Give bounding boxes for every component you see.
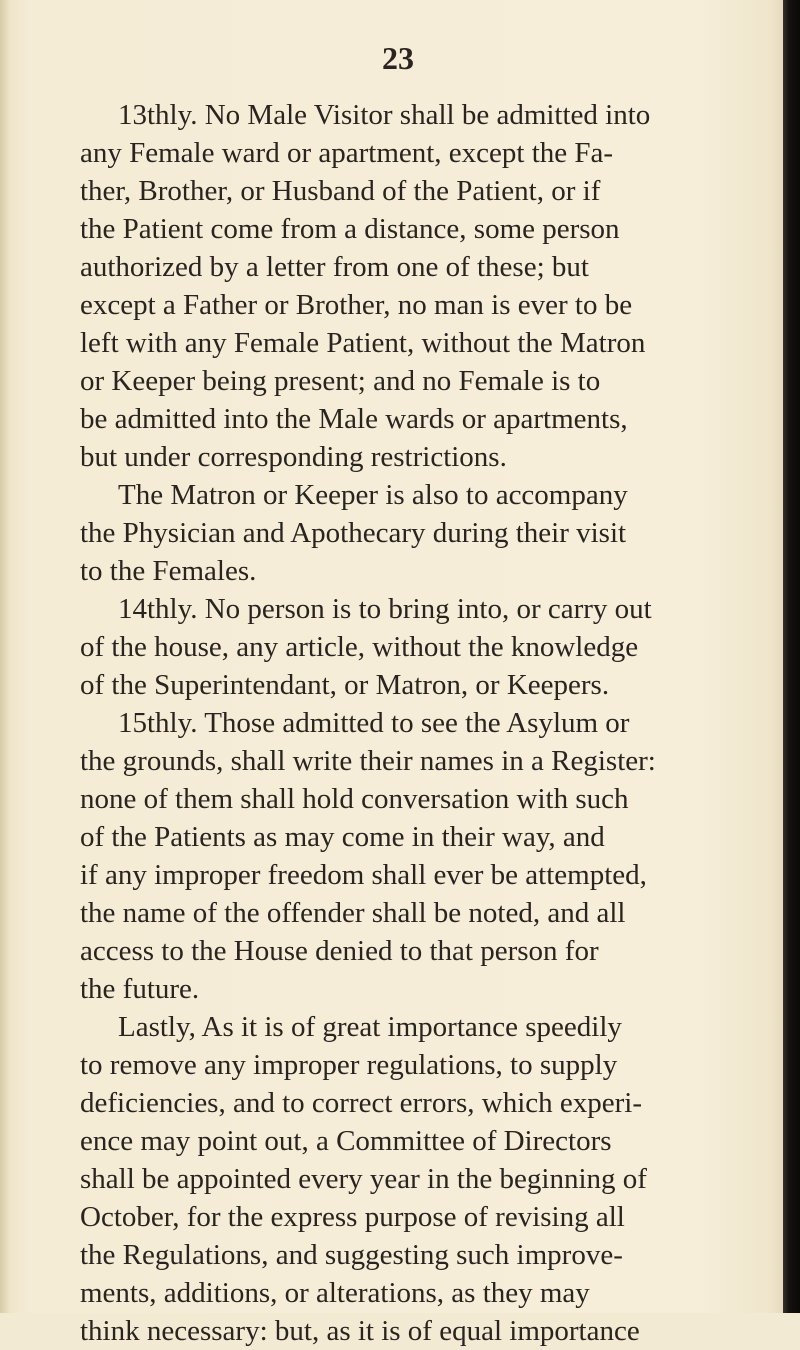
text-line: to the Females. <box>80 555 257 587</box>
text-line: the grounds, shall write their names in a Register: <box>80 745 656 777</box>
page-gutter-shadow <box>0 0 10 1313</box>
page-edge-shadow <box>783 0 800 1313</box>
text-line: the name of the offender shall be noted, and all <box>80 897 626 929</box>
text-line: access to the House denied to that person for <box>80 935 599 967</box>
text-line: the Physician and Apothecary during their visit <box>80 517 627 549</box>
text-line: the Patient come from a distance, some person <box>80 213 620 245</box>
text-line: 13thly. No Male Visitor shall be admitted into <box>118 99 651 131</box>
text-line: shall be appointed every year in the beginning of <box>80 1163 647 1195</box>
text-line: if any improper freedom shall ever be attempted, <box>80 859 647 891</box>
text-line: of the Superintendant, or Matron, or Keepers. <box>80 669 610 701</box>
text-line: the Regulations, and suggesting such improve- <box>80 1239 623 1271</box>
text-line: left with any Female Patient, without the Matron <box>80 327 646 359</box>
text-line: except a Father or Brother, no man is ever to be <box>80 289 633 321</box>
text-line: ther, Brother, or Husband of the Patient, or if <box>80 175 601 207</box>
text-line: of the house, any article, without the knowledge <box>80 631 639 663</box>
text-line: to remove any improper regulations, to supply <box>80 1049 618 1081</box>
text-line: think necessary: but, as it is of equal importance <box>80 1315 640 1347</box>
text-line: The Matron or Keeper is also to accompany <box>118 479 628 511</box>
text-line: authorized by a letter from one of these; but <box>80 251 589 283</box>
text-line: ence may point out, a Committee of Directors <box>80 1125 612 1157</box>
text-line: the future. <box>80 973 200 1005</box>
text-line: be admitted into the Male wards or apartments, <box>80 403 628 435</box>
text-line: 15thly. Those admitted to see the Asylum or <box>118 707 630 739</box>
text-line: 14thly. No person is to bring into, or carry out <box>118 593 652 625</box>
text-line: any Female ward or apartment, except the Fa- <box>80 137 614 169</box>
text-line: but under corresponding restrictions. <box>80 441 507 473</box>
text-line: of the Patients as may come in their way, and <box>80 821 605 853</box>
text-line: or Keeper being present; and no Female is to <box>80 365 601 397</box>
text-line: deficiencies, and to correct errors, which experi- <box>80 1087 643 1119</box>
page-number: 23 <box>382 40 414 76</box>
text-line: none of them shall hold conversation with such <box>80 783 629 815</box>
text-line: October, for the express purpose of revising all <box>80 1201 625 1233</box>
text-line: Lastly, As it is of great importance speedily <box>118 1011 622 1043</box>
text-line: ments, additions, or alterations, as they may <box>80 1277 590 1309</box>
